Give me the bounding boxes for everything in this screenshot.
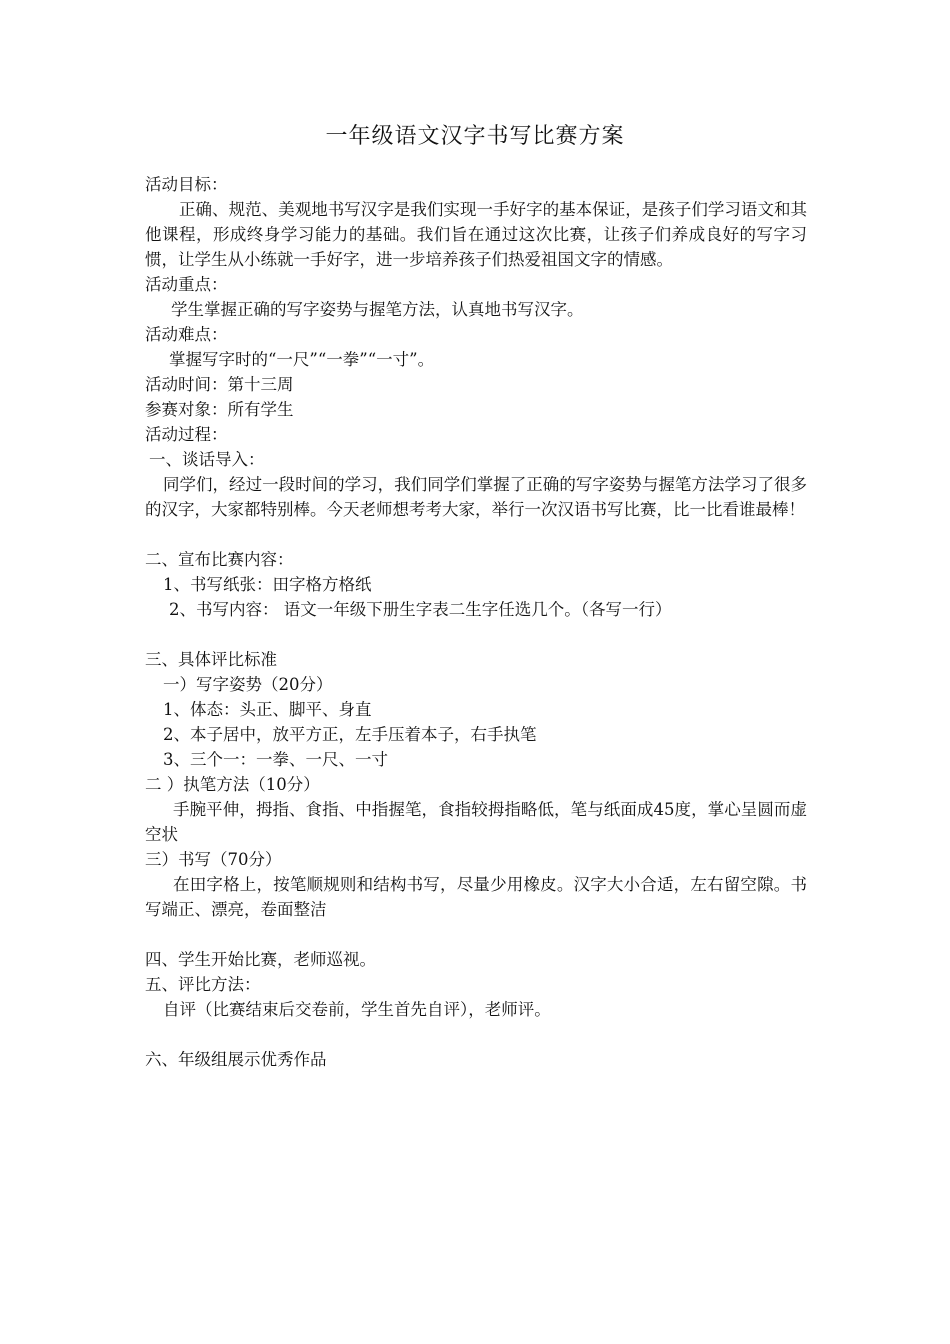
document-title: 一年级语文汉字书写比赛方案 — [325, 124, 625, 149]
posture-item: 3、三个一：一拳、一尺、一寸 — [163, 750, 388, 769]
document-body — [145, 172, 807, 1072]
section6-heading: 六、年级组展示优秀作品 — [145, 1050, 327, 1069]
spacer — [145, 1022, 807, 1047]
section5-text: 自评（比赛结束后交卷前，学生首先自评），老师评。 — [163, 1000, 551, 1019]
writing-text: 在田字格上，按笔顺规则和结构书写，尽量少用橡皮。汉字大小合适，左右留空隙。书写端正、漂亮，卷面整洁 — [145, 875, 807, 919]
section1-heading: 一、谈话导入： — [149, 450, 265, 469]
goal-text: 正确、规范、美观地书写汉字是我们实现一手好字的基本保证，是孩子们学习语文和其他课程，形成终身学习能力的基础。我们旨在通过这次比赛，让孩子们养成良好的写字习惯，让学生从小练就一手好字，进一步培养孩子们热爱祖国文字的情感。 — [145, 200, 807, 269]
difficulty-label: 活动难点： — [145, 325, 228, 344]
section4-heading: 四、学生开始比赛，老师巡视。 — [145, 950, 376, 969]
section2-item-paper: 1、书写纸张：田字格方格纸 — [163, 575, 372, 594]
spacer — [145, 622, 807, 647]
participants: 参赛对象：所有学生 — [145, 400, 294, 419]
grip-heading: 二 ）执笔方法（10分） — [145, 775, 320, 794]
section3-heading: 三、具体评比标准 — [145, 650, 277, 669]
section5-heading: 五、评比方法： — [145, 975, 261, 994]
activity-time: 活动时间：第十三周 — [145, 375, 294, 394]
process-label: 活动过程： — [145, 425, 228, 444]
posture-item: 1、体态：头正、脚平、身直 — [163, 700, 372, 719]
spacer — [145, 522, 807, 547]
section2-item-content: 2、书写内容： 语文一年级下册生字表二生字任选几个。（各写一行） — [169, 600, 672, 619]
section1-text: 同学们，经过一段时间的学习，我们同学们掌握了正确的写字姿势与握笔方法学习了很多的汉字，大家都特别棒。今天老师想考考大家，举行一次汉语书写比赛，比一比看谁最棒！ — [145, 475, 807, 519]
focus-label: 活动重点： — [145, 275, 228, 294]
focus-text: 学生掌握正确的写字姿势与握笔方法，认真地书写汉字。 — [171, 300, 584, 319]
difficulty-text: 掌握写字时的“一尺”“一拳”“一寸”。 — [169, 350, 435, 369]
goal-label: 活动目标： — [145, 175, 228, 194]
spacer — [145, 922, 807, 947]
posture-item: 2、本子居中，放平方正，左手压着本子，右手执笔 — [163, 725, 537, 744]
section2-heading: 二、宣布比赛内容： — [145, 550, 294, 569]
grip-text: 手腕平伸，拇指、食指、中指握笔，食指较拇指略低，笔与纸面成45度，掌心呈圆而虚空状 — [145, 800, 807, 844]
posture-heading: 一）写字姿势（20分） — [163, 675, 333, 694]
writing-heading: 三）书写（70分） — [145, 850, 282, 869]
